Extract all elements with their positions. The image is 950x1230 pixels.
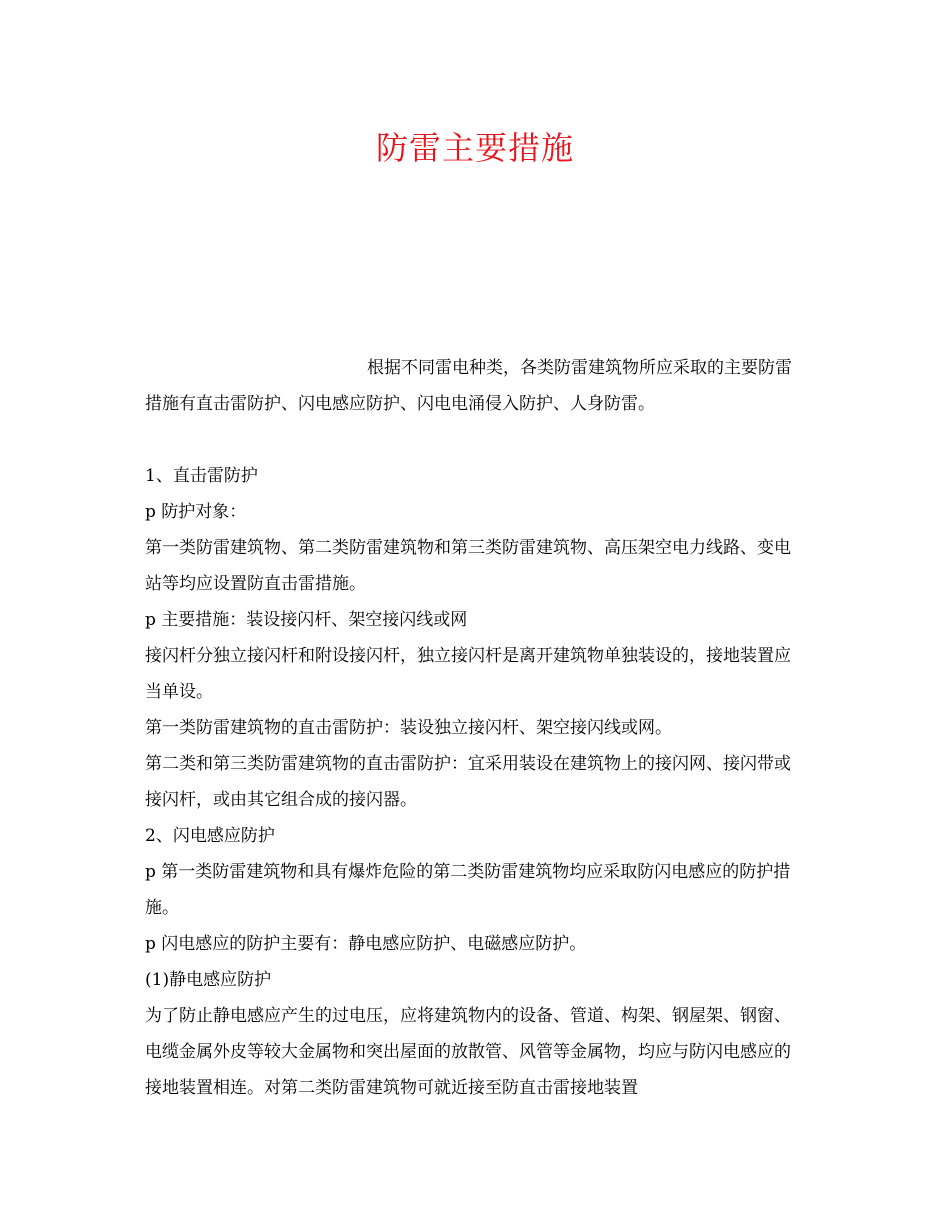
induction-types-paragraph: p 闪电感应的防护主要有：静电感应防护、电磁感应防护。 <box>145 934 587 954</box>
section-heading-induction: 2、闪电感应防护 <box>145 826 275 846</box>
air-terminal-paragraph: 接闪杆分独立接闪杆和附设接闪杆，独立接闪杆是离开建筑物单独装设的，接地装置应当单设。 <box>145 646 791 702</box>
protection-target-label: p 防护对象： <box>145 502 247 522</box>
intro-paragraph: 根据不同雷电种类，各类防雷建筑物所应采取的主要防雷措施有直击雷防护、闪电感应防护、闪电电涌侵入防护、人身防雷。 <box>145 358 792 414</box>
electrostatic-paragraph: 为了防止静电感应产生的过电压，应将建筑物内的设备、管道、构架、钢屋架、钢窗、电缆金属外皮等较大金属物和突出屋面的放散管、风管等金属物，均应与防闪电感应的接地装置相连。对第二类防雷建筑物可就近接至防直击雷接地装置 <box>145 1006 791 1098</box>
section-heading-direct-lightning: 1、直击雷防护 <box>145 466 258 486</box>
document-title: 防雷主要措施 <box>375 129 574 167</box>
induction-scope-paragraph: p 第一类防雷建筑物和具有爆炸危险的第二类防雷建筑物均应采取防闪电感应的防护措施。 <box>145 862 791 918</box>
paragraph-gap <box>145 422 805 458</box>
class-one-protection-paragraph: 第一类防雷建筑物的直击雷防护：装设独立接闪杆、架空接闪线或网。 <box>145 718 672 738</box>
document-body <box>145 350 805 1106</box>
class-two-three-protection-paragraph: 第二类和第三类防雷建筑物的直击雷防护：宜采用装设在建筑物上的接闪网、接闪带或接闪杆，或由其它组合成的接闪器。 <box>145 754 791 810</box>
subsection-heading-electrostatic: (1)静电感应防护 <box>145 970 272 990</box>
protection-target-text: 第一类防雷建筑物、第二类防雷建筑物和第三类防雷建筑物、高压架空电力线路、变电站等均应设置防直击雷措施。 <box>145 538 791 594</box>
main-measures-label: p 主要措施：装设接闪杆、架空接闪线或网 <box>145 610 468 630</box>
